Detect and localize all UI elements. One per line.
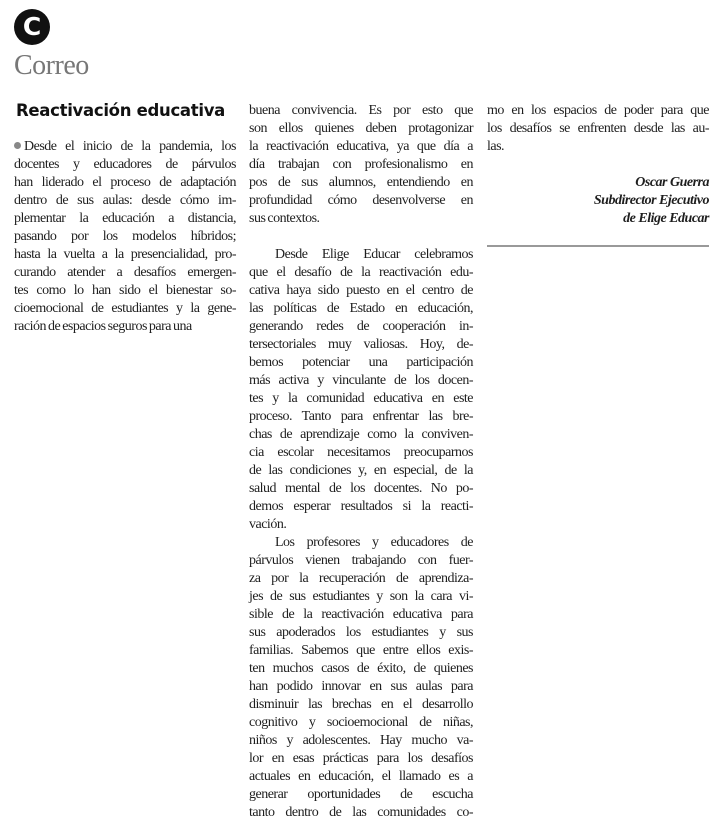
text-line: ten muchos casos de éxito, de quienes (249, 661, 473, 676)
paragraph (249, 246, 473, 534)
text-line: actuales en educación, el llamado es a (249, 769, 473, 784)
text-line: párvulos vienen trabajando con fuer- (249, 553, 473, 568)
text-line: demos esperar resultados si la reacti- (249, 499, 473, 514)
text-line: vación. (249, 517, 287, 532)
text-line: dentro de sus aulas: desde cómo im- (14, 193, 236, 208)
column-3 (487, 102, 709, 247)
text-line: pasando por los modelos híbridos; (14, 229, 236, 244)
text-line: salud mental de los docentes. No po- (249, 481, 473, 496)
text-line: la reactivación educativa, ya que día a (249, 139, 473, 154)
text-line: proceso. Tanto para enfrentar las bre- (249, 409, 473, 424)
text-line: chas de aprendizaje como la conviven- (249, 427, 473, 442)
column-2 (249, 102, 473, 822)
text-line: Desde Elige Educar celebramos (275, 247, 473, 262)
text-line: lor en esas prácticas para los desafíos (249, 751, 473, 766)
section-title: Correo (14, 50, 89, 81)
text-line: generando redes de cooperación in- (249, 319, 473, 334)
text-line: generar oportunidades de escucha (249, 787, 473, 802)
text-span: Desde el inicio de la pandemia, los (24, 139, 236, 154)
signature (487, 174, 709, 228)
text-line: los desafíos se enfrenten desde las au- (487, 121, 709, 136)
text-line: familias. Sabemos que entre ellos exis- (249, 643, 473, 658)
text-line: jes de sus estudiantes y son la cara vi- (249, 589, 473, 604)
text-line: tes y la comunidad educativa en este (249, 391, 473, 406)
text-line: plementar la educación a distancia, (14, 211, 236, 226)
text-line: cognitivo y socioemocional de niñas, (249, 715, 473, 730)
text-line: Los profesores y educadores de (275, 535, 473, 550)
text-line: día trabajan con profesionalismo en (249, 157, 473, 172)
text-line: hasta la vuelta a la presencialidad, pro- (14, 247, 236, 262)
text-line: han podido innovar en sus aulas para (249, 679, 473, 694)
text-line: las políticas de Estado en educación, (249, 301, 473, 316)
text-line: ración de espacios seguros para una (14, 319, 192, 334)
text-line: que el desafío de la reactivación edu- (249, 265, 473, 280)
text-line: sus apoderados los estudiantes y sus (249, 625, 473, 640)
text-line: son ellos quienes deben protagonizar (249, 121, 473, 136)
text-line: tersectoriales muy valiosas. Hoy, de- (249, 337, 473, 352)
signature-org: de Elige Educar (623, 211, 709, 226)
letter-headline: Reactivación educativa (16, 101, 226, 120)
text-line: de las condiciones y, en especial, de la (249, 463, 473, 478)
section-logo: C (14, 9, 50, 45)
paragraph (14, 138, 236, 336)
paragraph-gap (249, 228, 473, 246)
text-line: cia escolar necesitamos preocuparnos (249, 445, 473, 460)
text-line: niños y adolescentes. Hay mucho va- (249, 733, 473, 748)
text-line: sible de la reactivación educativa para (249, 607, 473, 622)
paragraph (249, 534, 473, 822)
text-line: pos de sus alumnos, entendiendo en (249, 175, 473, 190)
column-1 (14, 138, 236, 336)
text-line: tanto dentro de las comunidades co- (249, 805, 473, 820)
text-line: las. (487, 139, 505, 154)
text-line: tes como lo han sido el bienestar so- (14, 283, 236, 298)
bullet-icon (14, 142, 21, 149)
paragraph (249, 102, 473, 228)
text-line (14, 138, 236, 156)
text-line: cioemocional de estudiantes y la gene- (14, 301, 236, 316)
text-line: sus contextos. (249, 211, 320, 226)
text-line: bemos potenciar una participación (249, 355, 473, 370)
text-line: más activa y vinculante de los docen- (249, 373, 473, 388)
text-line: han liderado el proceso de adaptación (14, 175, 236, 190)
text-line: docentes y educadores de párvulos (14, 157, 236, 172)
text-line: disminuir las brechas en el desarrollo (249, 697, 473, 712)
text-line: za por la recuperación de aprendiza- (249, 571, 473, 586)
text-line: curando atender a desafíos emergen- (14, 265, 236, 280)
text-line: buena convivencia. Es por esto que (249, 103, 473, 118)
divider (487, 245, 709, 247)
text-line: profundidad cómo desenvolverse en (249, 193, 473, 208)
paragraph (487, 102, 709, 156)
text-line: mo en los espacios de poder para que (487, 103, 709, 118)
text-line: cativa haya sido puesto en el centro de (249, 283, 473, 298)
signature-name: Oscar Guerra (635, 175, 709, 190)
signature-role: Subdirector Ejecutivo (593, 193, 709, 208)
